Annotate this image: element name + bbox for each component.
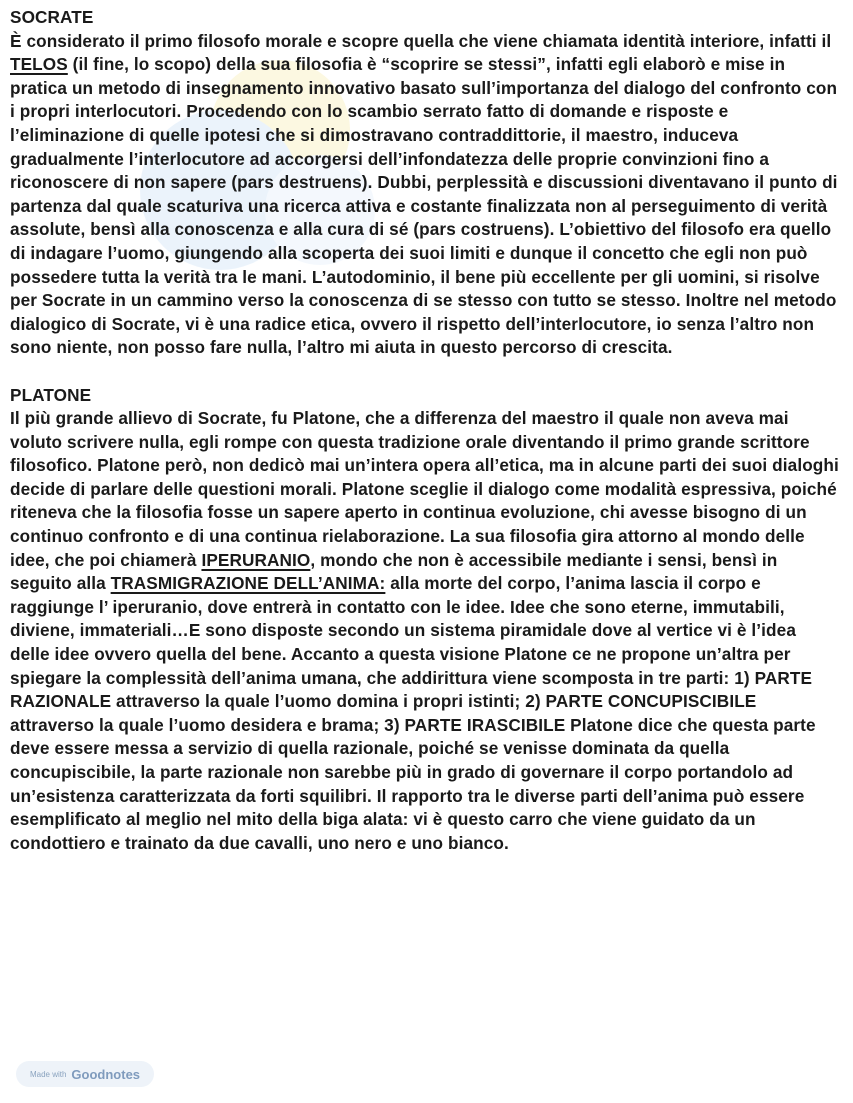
document-page — [10, 6, 840, 855]
section-title-platone: PLATONE — [10, 384, 92, 405]
made-with-goodnotes-badge — [16, 1061, 154, 1087]
socrate-paragraph — [10, 30, 840, 360]
trasmigrazione-term: TRASMIGRAZIONE DELL’ANIMA: — [110, 573, 386, 594]
platone-text-part-2: , mondo che non è accessibile mediante i sensi, bensì in seguito alla — [10, 549, 778, 594]
platone-paragraph — [10, 407, 840, 855]
platone-text-part-1: Il più grande allievo di Socrate, fu Platone, che a differenza del maestro il quale non aveva mai voluto scrivere nulla, egli rompe con questa tradizione orale diventando il primo grande scrittore filosofico. Platone però, non dedicò mai un’intera opera all’etica, ma in alcune parti dei suoi dialoghi decide di parlare delle questioni morali. Platone sceglie il dialogo come modalità espressiva, poiché riteneva che la filosofia fosse un sapere aperto in continua evoluzione, chi avesse bisogno di un continuo confronto e di una continua rielaborazione. La sua filosofia gira attorno al mondo delle idee, che poi chiamerà — [10, 408, 839, 570]
badge-brand-text: Goodnotes — [71, 1066, 141, 1082]
socrate-text-part-2: (il fine, lo scopo) della sua filosofia è “scoprire se stessi”, infatti egli elaborò e mise in pratica un metodo di insegnamento innovativo basato sull’importanza del dialogo del confronto con i propri interlocutori. Procedendo con lo scambio serrato fatto di domande e risposte e l’eliminazione di quelle ipotesi che si dimostravano contraddittorie, il maestro, induceva gradualmente l’interlocutore ad accorgersi dell’infondatezza delle proprie convinzioni fino a riconoscere di non sapere (pars destruens). Dubbi, perplessità e discussioni diventavano il punto di partenza dal quale scaturiva una ricerca attiva e costante finalizzata non al perseguimento di verità assolute, bensì alla conoscenza e alla cura di sé (pars costruens). L’obiettivo del filosofo era quello di indagare l’uomo, giungendo alla scoperta dei suoi limiti e dunque il concetto che egli non può possedere tutta la verità tra le mani. L’autodominio, il bene più eccellente per gli uomini, si risolve per Socrate in un cammino verso la conoscenza di se stesso con tutto se stesso. Inoltre nel metodo dialogico di Socrate, vi è una radice etica, ovvero il rispetto dell’interlocutore, io senza l’altro non sono niente, non posso fare nulla, l’altro mi aiuta in questo percorso di crescita. — [10, 54, 838, 358]
section-title-socrate: SOCRATE — [10, 7, 94, 27]
socrate-text-part-1: È considerato il primo filosofo morale e scopre quella che viene chiamata identità interiore, infatti il — [10, 30, 832, 51]
telos-term: TELOS — [10, 54, 68, 75]
iperuranio-term: IPERURANIO — [201, 549, 311, 570]
badge-small-text: Made with — [29, 1069, 67, 1079]
section-spacer — [10, 360, 840, 384]
platone-text-part-3: alla morte del corpo, l’anima lascia il corpo e raggiunge l’ iperuranio, dove entrerà in contatto con le idee. Idee che sono eterne, immutabili, diviene, immateriali…E sono disposte secondo un sistema piramidale dove al vertice vi è l’idea delle idee ovvero quella del bene. Accanto a questa visione Platone ce ne propone un’altra per spiegare la complessità dell’anima umana, che addirittura viene scomposta in tre parti: 1) PARTE RAZIONALE attraverso la quale l’uomo domina i propri istinti; 2) PARTE CONCUPISCIBILE attraverso la quale l’uomo desidera e brama; 3) PARTE IRASCIBILE Platone dice che questa parte deve essere messa a servizio di quella razionale, poiché se venisse dominata da quella concupiscibile, la parte razionale non sarebbe più in grado di governare il corpo portandolo ad un’esistenza caratterizzata da forti squilibri. Il rapporto tra le diverse parti dell’anima può essere esemplificato al meglio nel mito della biga alata: vi è questo carro che viene guidato da un condottiero e trainato da due cavalli, uno nero e uno bianco. — [10, 573, 816, 853]
